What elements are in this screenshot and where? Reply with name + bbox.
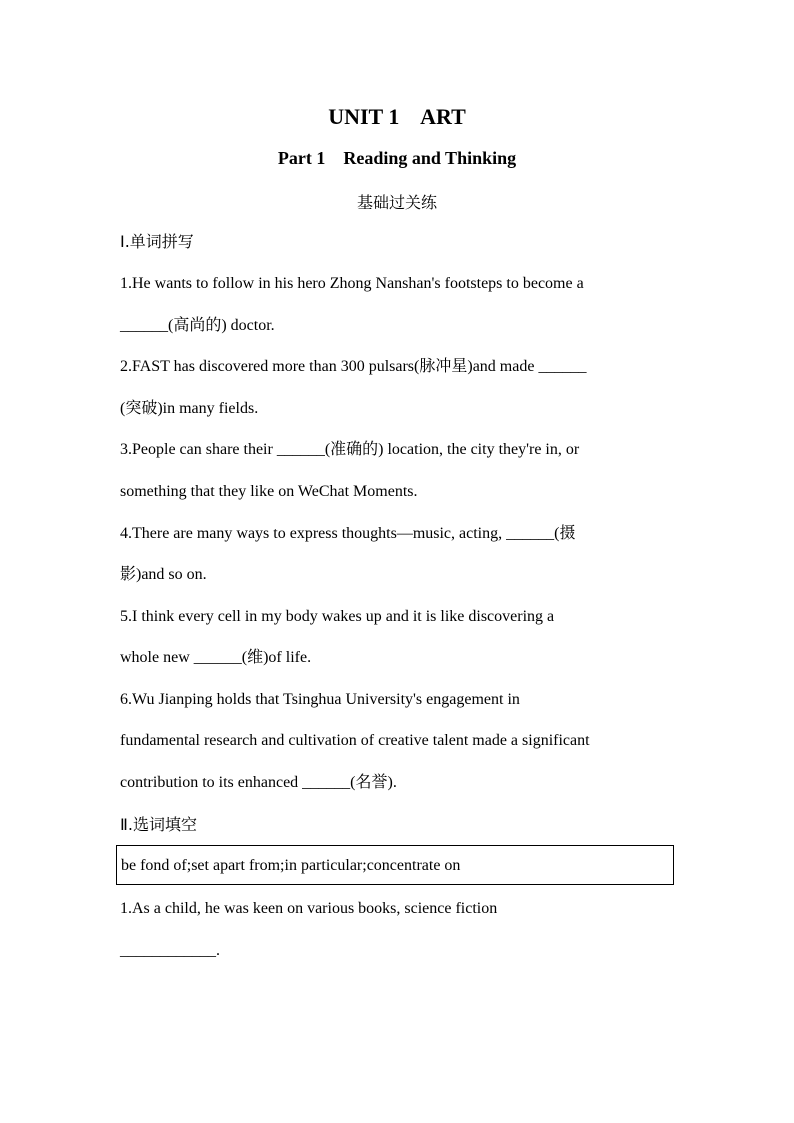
question-line: something that they like on WeChat Moments.: [120, 483, 418, 500]
part-subtitle: Part 1 Reading and Thinking: [277, 148, 517, 168]
section-2-heading: Ⅱ.选词填空: [120, 815, 197, 834]
question-line: 6.Wu Jianping holds that Tsinghua University's engagement in: [120, 691, 520, 708]
section-1-heading: Ⅰ.单词拼写: [120, 232, 194, 251]
practice-label: 基础过关练: [356, 193, 437, 212]
word-bank-box: [116, 845, 674, 885]
question-line: whole new ______(维)of life.: [120, 649, 312, 666]
question-line: 2.FAST has discovered more than 300 pulsars(脉冲星)and made ______: [120, 358, 587, 375]
question-line: (突破)in many fields.: [120, 400, 259, 417]
question-line: ______(高尚的) doctor.: [120, 317, 275, 334]
word-bank-text: be fond of;set apart from;in particular;concentrate on: [121, 857, 461, 874]
question-line: 4.There are many ways to express thoughts—music, acting, ______(摄: [120, 525, 576, 542]
unit-title: UNIT 1 ART: [328, 104, 466, 129]
question-line: ____________.: [120, 942, 220, 959]
question-line: 1.As a child, he was keen on various books, science fiction: [120, 900, 498, 917]
question-line: 3.People can share their ______(准确的) location, the city they're in, or: [120, 441, 580, 458]
question-line: 影)and so on.: [120, 566, 207, 583]
question-line: contribution to its enhanced ______(名誉).: [120, 774, 397, 791]
question-line: fundamental research and cultivation of creative talent made a significant: [120, 732, 590, 749]
question-line: 5.I think every cell in my body wakes up and it is like discovering a: [120, 608, 555, 625]
question-line: 1.He wants to follow in his hero Zhong Nanshan's footsteps to become a: [120, 275, 584, 292]
